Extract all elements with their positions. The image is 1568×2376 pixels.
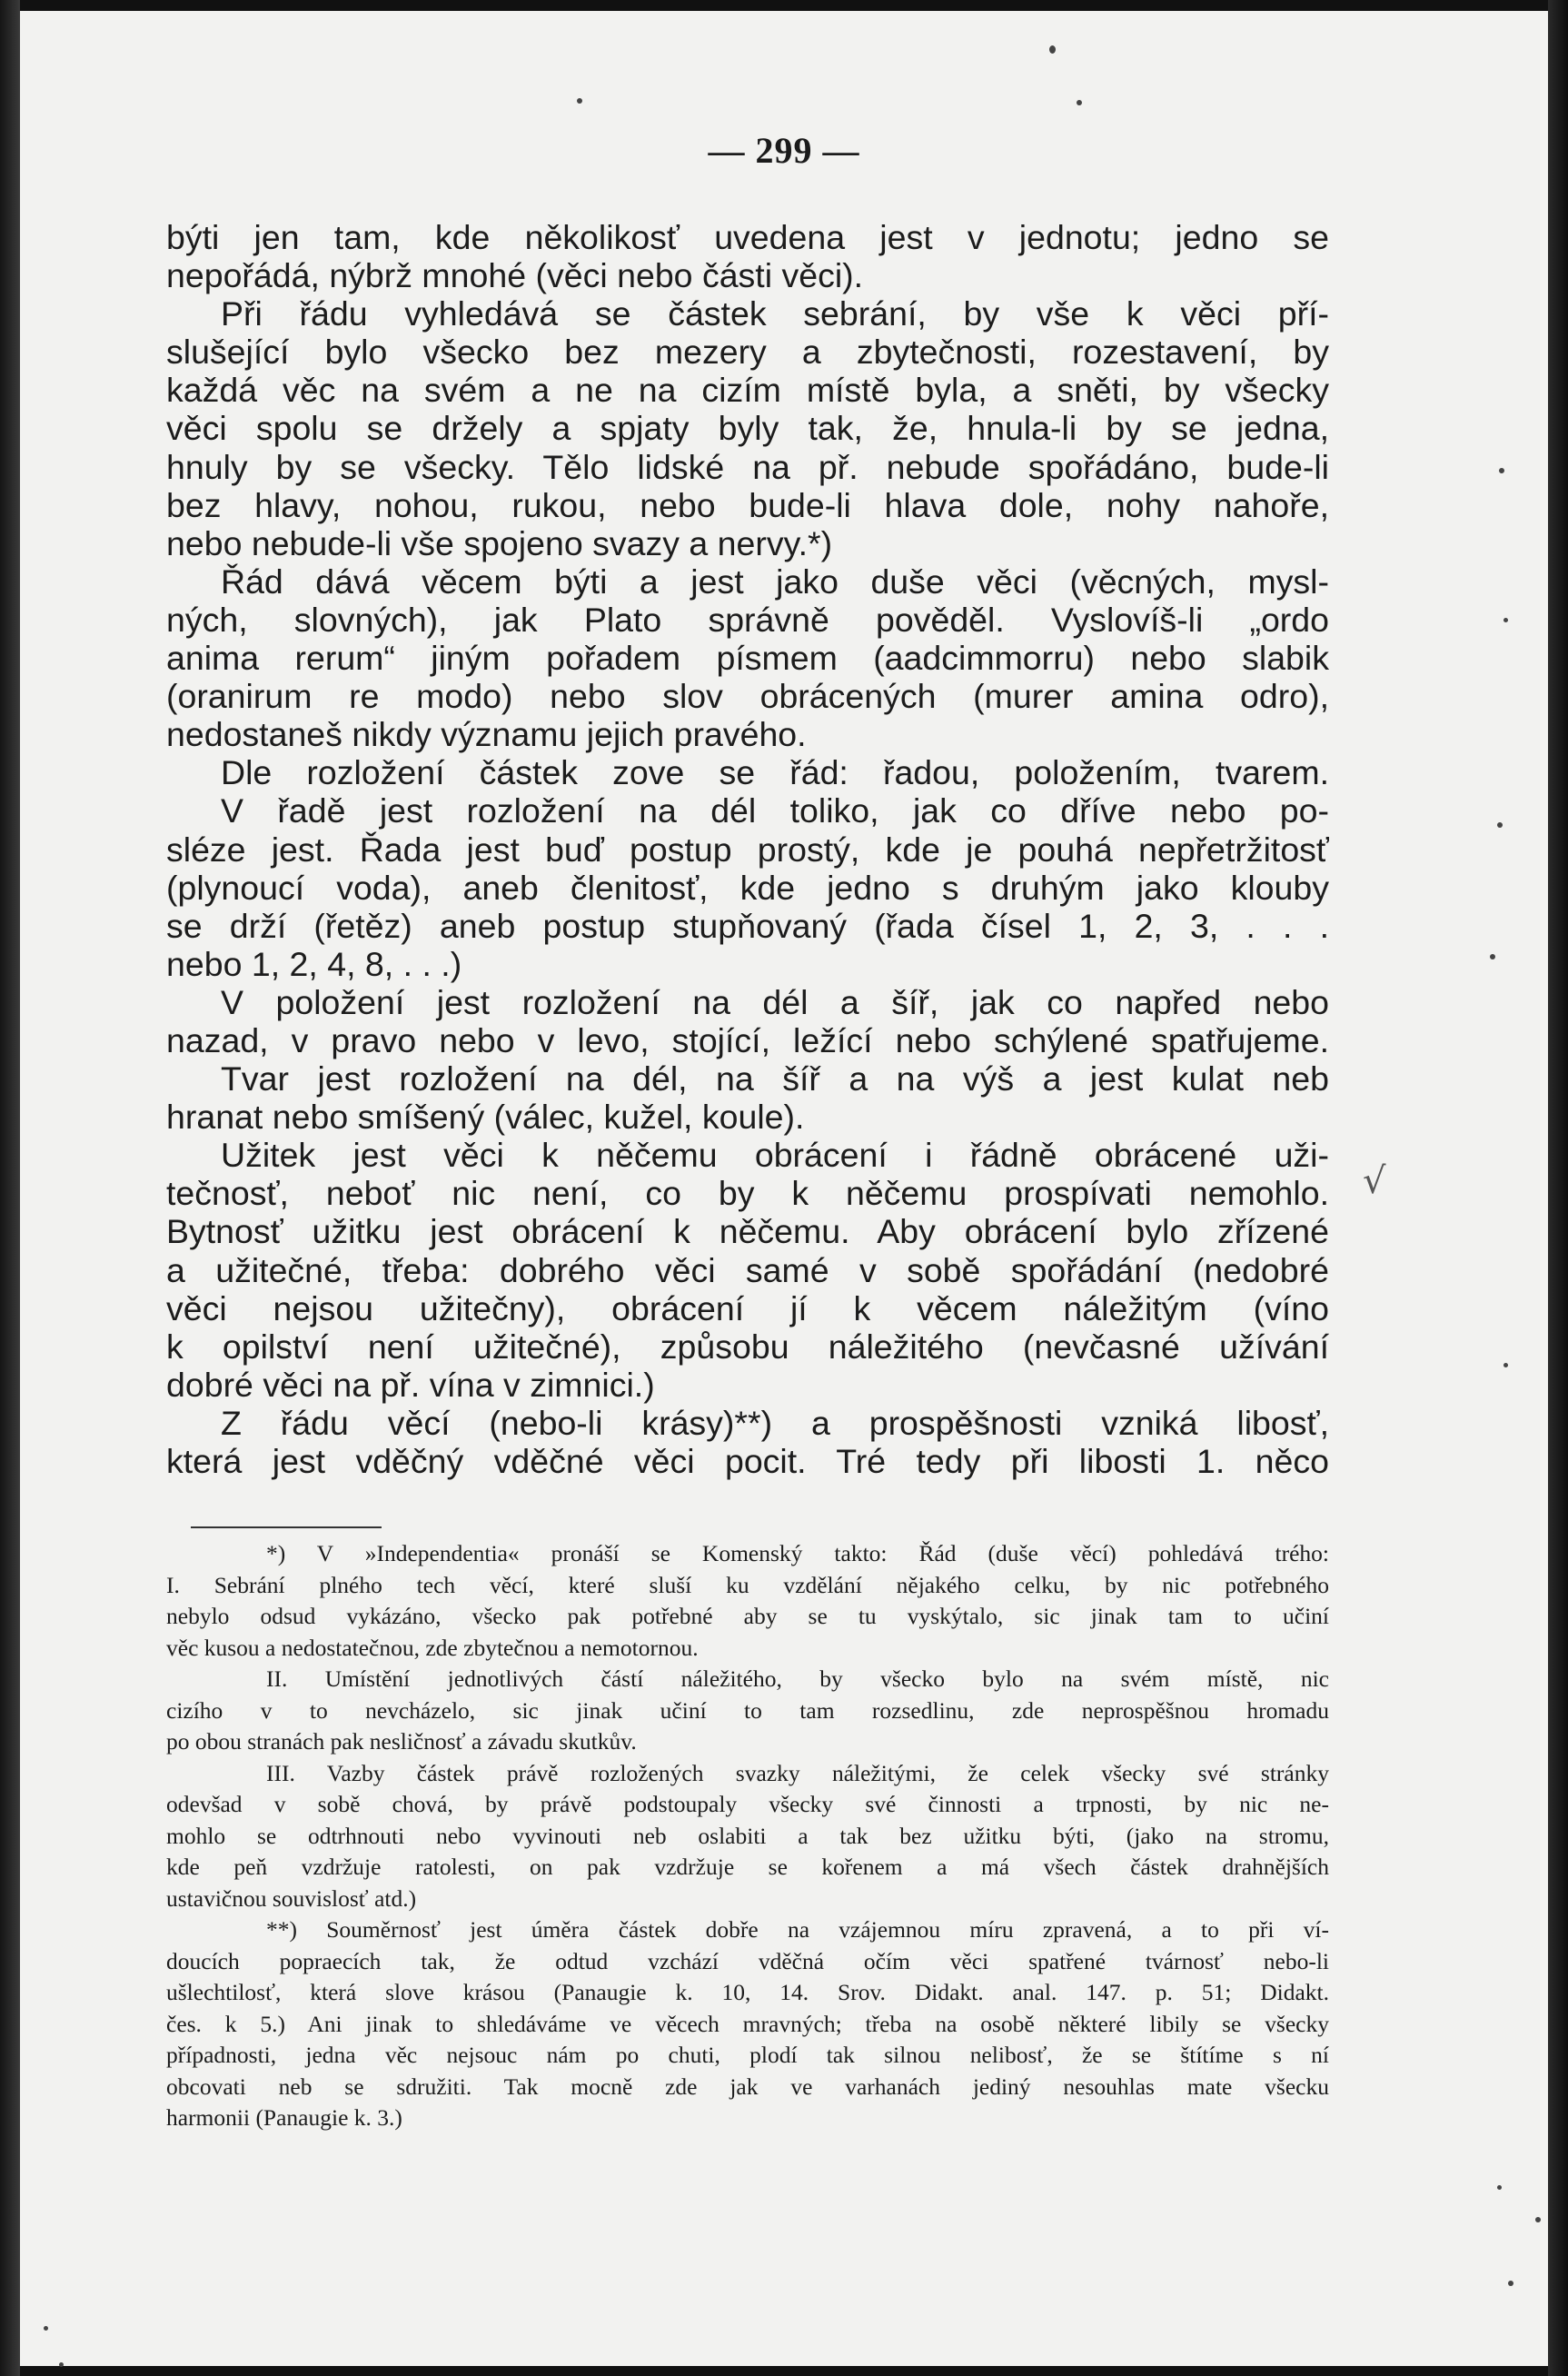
scan-speck xyxy=(1497,2185,1502,2190)
scan-speck xyxy=(1499,468,1504,473)
text-line: sléze jest. Řada jest buď postup prostý, kde je pouhá nepřetržitosť xyxy=(166,830,1329,869)
footnote-line: **) Souměrnosť jest úměra částek dobře na vzájemnou míru zpravená, a to při ví- xyxy=(266,1916,1329,1943)
text-line: (oranirum re modo) nebo slov obrácených (murer amina odro), xyxy=(166,677,1329,716)
footnote-line: *) V »Independentia« pronáší se Komenský takto: Řád (duše věcí) pohledává trého: xyxy=(266,1540,1329,1566)
text-line: Tvar jest rozložení na dél, na šíř a na výš a jest kulat neb xyxy=(221,1059,1329,1099)
margin-checkmark: √ xyxy=(1363,1160,1386,1202)
footnote-line: ušlechtilosť, která slove krásou (Panaugie k. 10, 14. Srov. Didakt. anal. 147. p. 51; Didakt. xyxy=(166,1979,1329,2005)
text-line: nepořádá, nýbrž mnohé (věci nebo části věci). xyxy=(166,256,864,295)
footnote-line: mohlo se odtrhnouti nebo vyvinouti neb oslabiti a tak bez užitku býti, (jako na stromu, xyxy=(166,1822,1329,1849)
footnote-line: III. Vazby částek právě rozložených svazky náležitými, že celek všecky své stránky xyxy=(266,1759,1329,1786)
text-line: k opilství není užitečné), způsobu náležitého (nevčasné užívání xyxy=(166,1327,1329,1366)
text-line: hranat nebo smíšený (válec, kužel, koule). xyxy=(166,1098,805,1137)
scan-speck xyxy=(1503,618,1508,622)
text-line: V řadě jest rozložení na dél toliko, jak co dříve nebo po- xyxy=(221,791,1329,830)
text-line: ných, slovných), jak Plato správně pověděl. Vyslovíš-li „ordo xyxy=(166,600,1329,639)
footnote-line: po obou stranách pak nesličnosť a závadu skutkův. xyxy=(166,1728,637,1755)
footnote-line: obcovati neb se sdružiti. Tak mocně zde jak ve varhanách jediný nesouhlas mate všecku xyxy=(166,2073,1329,2100)
scan-speck xyxy=(1535,2217,1541,2222)
footnote-line: cizího v to nevcházelo, sic jinak učiní to tam rozsedlinu, zde neprospěšnou hromadu xyxy=(166,1696,1329,1724)
scan-speck xyxy=(577,98,582,104)
scan-speck xyxy=(1508,2281,1513,2286)
scan-left-edge xyxy=(0,0,20,2376)
text-line: věci nejsou užitečny), obrácení jí k věcem náležitým (víno xyxy=(166,1288,1329,1327)
page-number: — 299 — xyxy=(708,130,860,171)
footnote-line: harmonii (Panaugie k. 3.) xyxy=(166,2104,402,2131)
text-line: Bytnosť užitku jest obrácení k něčemu. Aby obrácení bylo zřízené xyxy=(166,1212,1329,1251)
text-line: nazad, v pravo nebo v levo, stojící, ležící nebo schýlené spatřujeme. xyxy=(166,1020,1329,1059)
footnote-line: doucích popraecích tak, že odtud vzchází vděčná očím věci spatřené tvárnosť nebo-li xyxy=(166,1947,1329,1974)
scan-speck xyxy=(1490,954,1495,959)
text-line: nedostaneš nikdy významu jejich pravého. xyxy=(166,715,807,754)
footnote-line: případnosti, jedna věc nejsouc nám po chuti, plodí tak silnou nelibosť, že se štítíme s ní xyxy=(166,2042,1329,2068)
scan-speck xyxy=(1503,1363,1508,1367)
text-line: a užitečné, třeba: dobrého věci samé v sobě spořádání (nedobré xyxy=(166,1250,1329,1289)
scan-speck xyxy=(1497,822,1503,828)
text-line: bez hlavy, nohou, rukou, nebo bude-li hlava dole, nohy nahoře, xyxy=(166,485,1329,524)
text-line: každá věc na svém a ne na cizím místě byla, a sněti, by všecky xyxy=(166,371,1329,410)
text-line: Užitek jest věci k něčemu obrácení i řádně obrácené uži- xyxy=(221,1136,1329,1175)
text-line: Řád dává věcem býti a jest jako duše věci (věcných, mysl- xyxy=(221,562,1329,601)
footnotes xyxy=(166,1538,1329,2134)
text-line: V položení jest rozložení na dél a šíř, jak co napřed nebo xyxy=(221,982,1329,1021)
text-line: (plynoucí voda), aneb členitosť, kde jedno s druhým jako klouby xyxy=(166,868,1329,907)
scan-speck xyxy=(1077,100,1082,105)
text-line: nebo nebude-li vše spojeno svazy a nervy.*) xyxy=(166,523,833,562)
text-line: Při řádu vyhledává se částek sebrání, by vše k věci pří- xyxy=(221,294,1329,333)
footnote-line: ustavičnou souvislosť atd.) xyxy=(166,1884,417,1912)
text-line: která jest vděčný vděčné věci pocit. Tré tedy při libosti 1. něco xyxy=(166,1442,1329,1480)
main-text xyxy=(166,218,1329,1480)
text-line: Z řádu věcí (nebo-li krásy)**) a prospěšnosti vzniká libosť, xyxy=(221,1403,1329,1442)
text-line: býti jen tam, kde několikosť uvedena jest v jednotu; jedno se xyxy=(166,218,1329,256)
footnote-separator xyxy=(191,1526,382,1528)
footnote-line: nebylo odsud vykázáno, všecko pak potřebné aby se tu vyskýtalo, sic jinak tam to učiní xyxy=(166,1603,1329,1629)
text-line: hnuly by se všecky. Tělo lidské na př. nebude spořádáno, bude-li xyxy=(166,447,1329,486)
footnote-line: odevšad v sobě chová, by právě podstoupaly všecky své činnosti a trpnosti, by nic ne- xyxy=(166,1791,1329,1817)
scan-speck xyxy=(59,2362,64,2367)
footnote-line: I. Sebrání plného tech věcí, které sluší ku vzdělání nějakého celku, by nic potřebného xyxy=(166,1571,1329,1598)
text-line: Dle rozložení částek zove se řád: řadou, položením, tvarem. xyxy=(221,753,1329,792)
text-line: anima rerum“ jiným pořadem písmem (aadcimmorru) nebo slabik xyxy=(166,639,1329,678)
scan-speck xyxy=(1049,45,1056,54)
scan-speck xyxy=(44,2326,48,2331)
text-line: dobré věci na př. vína v zimnici.) xyxy=(166,1365,655,1404)
text-line: tečnosť, neboť nic není, co by k něčemu prospívati nemohlo. xyxy=(166,1174,1329,1213)
footnote-line: čes. k 5.) Ani jinak to shledáváme ve věcech mravných; třeba na osobě některé libily se všecky xyxy=(166,2010,1329,2037)
text-line: slušející bylo všecko bez mezery a zbytečnosti, rozestavení, by xyxy=(166,333,1329,372)
scan-right-edge xyxy=(1548,0,1568,2376)
text-line: věci spolu se držely a spjaty byly tak, že, hnula-li by se jedna, xyxy=(166,409,1329,448)
footnote-line: II. Umístění jednotlivých částí náležitého, by všecko bylo na svém místě, nic xyxy=(266,1665,1329,1692)
footnote-line: kde peň vzdržuje ratolesti, on pak vzdržuje se kořenem a má všech částek drahnějších xyxy=(166,1854,1329,1880)
text-line: nebo 1, 2, 4, 8, . . .) xyxy=(166,944,462,983)
footnote-line: věc kusou a nedostatečnou, zde zbytečnou a nemotornou. xyxy=(166,1634,699,1661)
text-line: se drží (řetěz) aneb postup stupňovaný (řada čísel 1, 2, 3, . . . xyxy=(166,906,1329,945)
